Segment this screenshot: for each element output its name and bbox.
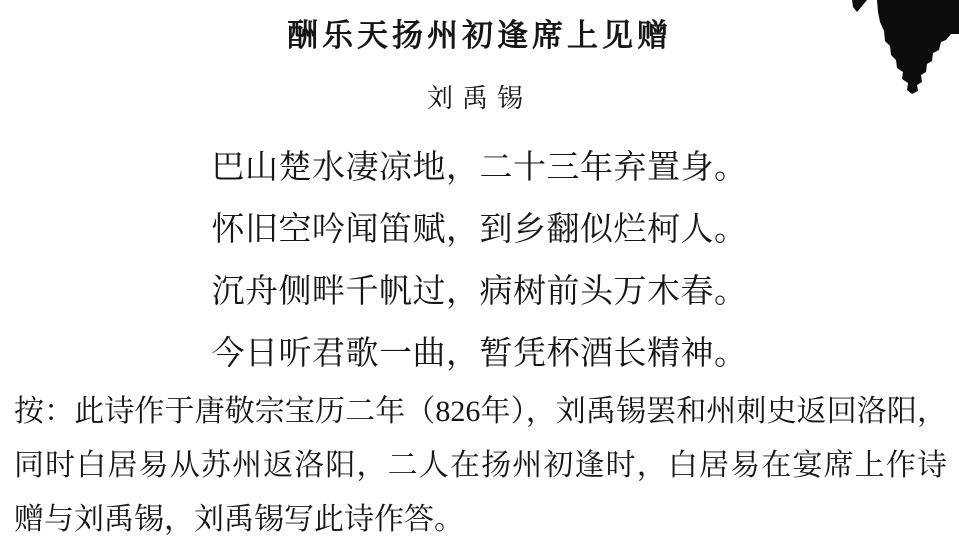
poem-title: 酬乐天扬州初逢席上见赠 xyxy=(287,18,672,53)
note-line-2: 同时白居易从苏州返洛阳，二人在扬州初逢时，白居易在宴席上作诗 xyxy=(14,449,947,482)
poem-body xyxy=(0,137,959,385)
poem-line-2: 怀旧空吟闻笛赋，到乡翻似烂柯人。 xyxy=(211,212,748,248)
note-line-1: 按：此诗作于唐敬宗宝历二年（826年），刘禹锡罢和州刺史返回洛阳， xyxy=(14,395,947,428)
poem-line-3: 沉舟侧畔千帆过，病树前头万木春。 xyxy=(211,274,748,310)
poem-line-4: 今日听君歌一曲，暂凭杯酒长精神。 xyxy=(211,336,748,372)
note-line-3: 赠与刘禹锡，刘禹锡写此诗作答。 xyxy=(14,503,464,536)
annotation-note xyxy=(14,385,947,538)
poem-author: 刘禹锡 xyxy=(426,84,532,113)
poem-line-1: 巴山楚水凄凉地，二十三年弃置身。 xyxy=(211,150,748,186)
